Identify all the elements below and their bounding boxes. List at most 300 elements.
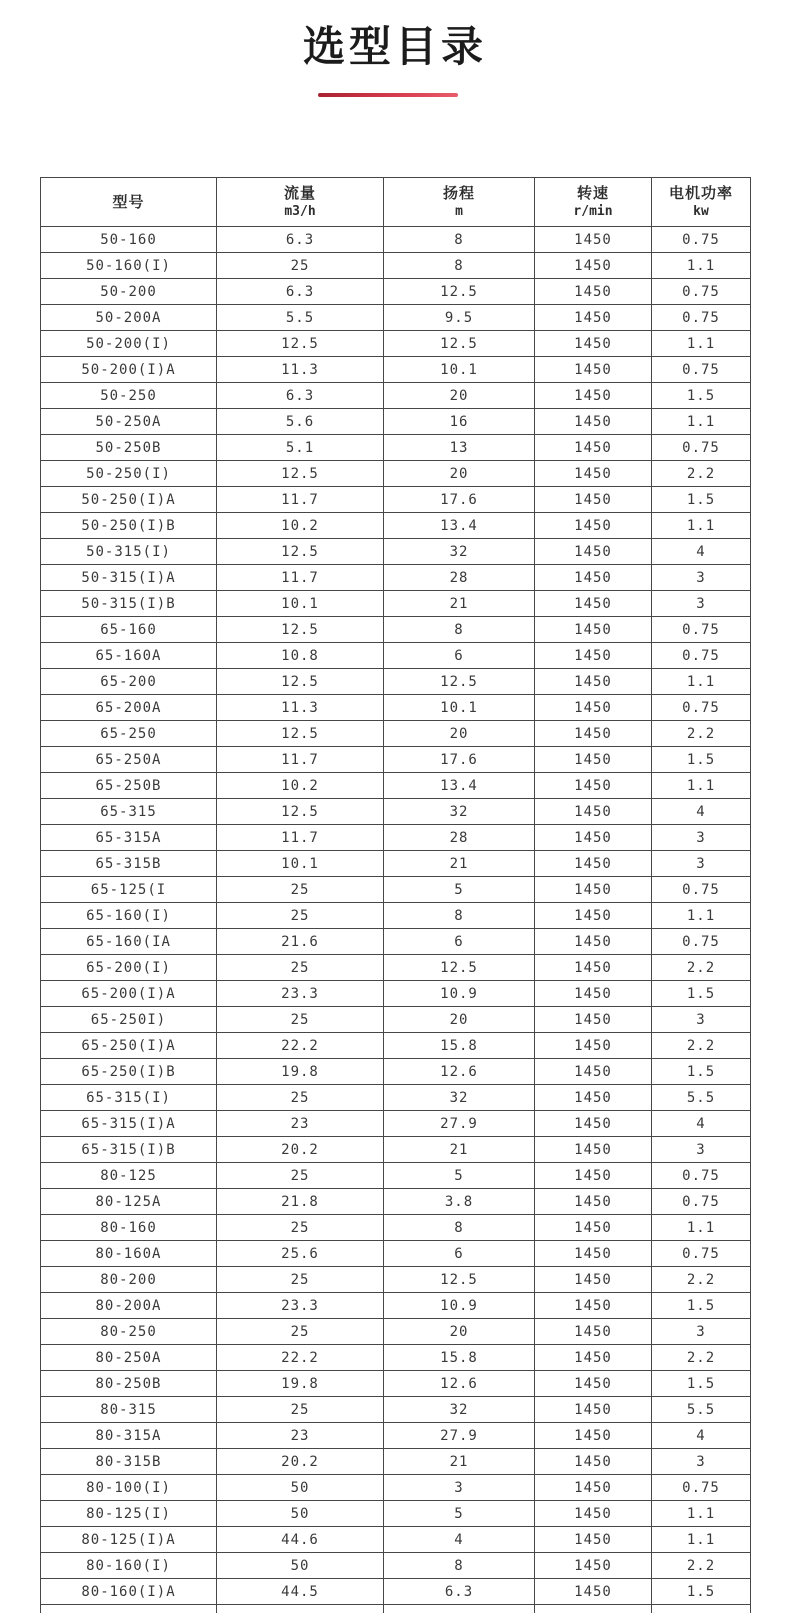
table-row	[41, 1293, 751, 1319]
table-row	[41, 799, 751, 825]
value-cell: 20.2	[217, 1137, 384, 1163]
value-cell: 1.1	[652, 1527, 751, 1553]
value-cell	[535, 1605, 652, 1613]
value-cell: 1450	[535, 903, 652, 929]
value-cell: 1450	[535, 1293, 652, 1319]
model-cell: 65-160(IA	[41, 929, 217, 955]
model-cell: 80-160	[41, 1215, 217, 1241]
value-cell: 1450	[535, 253, 652, 279]
value-cell: 8	[384, 617, 535, 643]
value-cell: 12.5	[384, 279, 535, 305]
model-cell: 80-125	[41, 1163, 217, 1189]
value-cell: 6.3	[217, 279, 384, 305]
model-cell: 65-160(I)	[41, 903, 217, 929]
value-cell: 1450	[535, 409, 652, 435]
value-cell: 1.5	[652, 1371, 751, 1397]
value-cell: 1.1	[652, 331, 751, 357]
model-cell: 80-315B	[41, 1449, 217, 1475]
value-cell: 8	[384, 1553, 535, 1579]
value-cell: 1.1	[652, 1501, 751, 1527]
model-cell: 50-250(I)B	[41, 513, 217, 539]
table-row	[41, 1267, 751, 1293]
value-cell: 11.7	[217, 565, 384, 591]
table-row	[41, 435, 751, 461]
model-cell: 65-200	[41, 669, 217, 695]
table-row	[41, 331, 751, 357]
model-cell: 80-125(I)	[41, 1501, 217, 1527]
value-cell: 11.7	[217, 487, 384, 513]
value-cell: 1.1	[652, 1215, 751, 1241]
model-cell: 65-200(I)	[41, 955, 217, 981]
value-cell: 3	[652, 1007, 751, 1033]
model-cell: 50-315(I)	[41, 539, 217, 565]
value-cell: 10.8	[217, 643, 384, 669]
value-cell: 25	[217, 1215, 384, 1241]
model-cell: 80-315A	[41, 1423, 217, 1449]
table-row	[41, 1553, 751, 1579]
table-row	[41, 1475, 751, 1501]
value-cell: 8	[384, 1215, 535, 1241]
value-cell: 12.5	[217, 721, 384, 747]
value-cell: 15.8	[384, 1033, 535, 1059]
value-cell: 2.2	[652, 1033, 751, 1059]
model-cell	[41, 1605, 217, 1613]
value-cell: 20	[384, 461, 535, 487]
value-cell: 2.2	[652, 1267, 751, 1293]
header-cell-flow	[217, 178, 384, 227]
model-cell: 65-250(I)A	[41, 1033, 217, 1059]
table-row	[41, 903, 751, 929]
value-cell: 1450	[535, 1449, 652, 1475]
value-cell: 4	[652, 1423, 751, 1449]
table-row	[41, 487, 751, 513]
value-cell: 21	[384, 851, 535, 877]
value-cell: 25.6	[217, 1241, 384, 1267]
value-cell: 11.3	[217, 357, 384, 383]
value-cell: 1.1	[652, 669, 751, 695]
value-cell: 25	[217, 253, 384, 279]
value-cell: 25	[217, 1085, 384, 1111]
table-row	[41, 825, 751, 851]
value-cell: 1.1	[652, 773, 751, 799]
table-row	[41, 721, 751, 747]
value-cell: 1450	[535, 669, 652, 695]
value-cell: 10.1	[217, 851, 384, 877]
model-cell: 50-200(I)	[41, 331, 217, 357]
value-cell: 12.5	[217, 669, 384, 695]
model-cell: 80-200A	[41, 1293, 217, 1319]
value-cell: 1450	[535, 1215, 652, 1241]
value-cell: 1.5	[652, 981, 751, 1007]
value-cell: 28	[384, 825, 535, 851]
table-row	[41, 617, 751, 643]
model-cell: 50-250A	[41, 409, 217, 435]
column-label-flow: 流量	[283, 185, 316, 203]
table-row	[41, 409, 751, 435]
value-cell: 12.6	[384, 1371, 535, 1397]
value-cell: 1450	[535, 357, 652, 383]
model-cell: 65-160	[41, 617, 217, 643]
value-cell: 0.75	[652, 435, 751, 461]
value-cell: 21	[384, 1449, 535, 1475]
value-cell: 27.9	[384, 1423, 535, 1449]
table-row	[41, 1501, 751, 1527]
value-cell: 1450	[535, 461, 652, 487]
value-cell: 17.6	[384, 747, 535, 773]
value-cell: 1450	[535, 981, 652, 1007]
value-cell: 20	[384, 721, 535, 747]
value-cell: 5	[384, 1501, 535, 1527]
value-cell: 23	[217, 1111, 384, 1137]
value-cell: 1450	[535, 643, 652, 669]
model-cell: 80-250	[41, 1319, 217, 1345]
value-cell: 1450	[535, 721, 652, 747]
value-cell: 8	[384, 253, 535, 279]
model-cell: 65-200A	[41, 695, 217, 721]
table-row	[41, 1371, 751, 1397]
value-cell: 1.1	[652, 513, 751, 539]
value-cell: 1450	[535, 1085, 652, 1111]
value-cell: 6.3	[217, 227, 384, 253]
table-row	[41, 565, 751, 591]
table-row	[41, 383, 751, 409]
value-cell: 5.5	[217, 305, 384, 331]
column-unit-head: m	[455, 204, 463, 220]
header-cell-power	[652, 178, 751, 227]
value-cell: 1450	[535, 1579, 652, 1605]
value-cell: 44.5	[217, 1579, 384, 1605]
value-cell: 28	[384, 565, 535, 591]
table-row	[41, 513, 751, 539]
table-row	[41, 643, 751, 669]
value-cell: 0.75	[652, 279, 751, 305]
column-unit-speed: r/min	[573, 204, 613, 220]
model-cell: 65-250I)	[41, 1007, 217, 1033]
table-row	[41, 747, 751, 773]
table-row	[41, 461, 751, 487]
value-cell: 22.2	[217, 1033, 384, 1059]
value-cell: 1450	[535, 1059, 652, 1085]
model-cell: 80-250B	[41, 1371, 217, 1397]
value-cell: 12.5	[217, 799, 384, 825]
model-cell: 65-315	[41, 799, 217, 825]
value-cell: 9.5	[384, 305, 535, 331]
value-cell: 11.7	[217, 825, 384, 851]
model-cell: 65-315B	[41, 851, 217, 877]
value-cell: 12.5	[217, 617, 384, 643]
value-cell: 50	[217, 1501, 384, 1527]
value-cell: 1.5	[652, 1579, 751, 1605]
value-cell: 32	[384, 1085, 535, 1111]
value-cell: 1450	[535, 1267, 652, 1293]
table-row	[41, 357, 751, 383]
model-cell: 80-160(I)	[41, 1553, 217, 1579]
model-cell: 50-250(I)	[41, 461, 217, 487]
value-cell: 32	[384, 1397, 535, 1423]
value-cell: 3	[652, 825, 751, 851]
value-cell	[384, 1605, 535, 1613]
value-cell: 5	[384, 1163, 535, 1189]
column-label-model: 型号	[112, 193, 145, 211]
value-cell: 1.5	[652, 1059, 751, 1085]
selection-catalog-table	[40, 177, 751, 1613]
model-cell: 65-315(I)	[41, 1085, 217, 1111]
model-cell: 80-200	[41, 1267, 217, 1293]
table-row	[41, 929, 751, 955]
model-cell: 65-160A	[41, 643, 217, 669]
value-cell: 1450	[535, 851, 652, 877]
model-cell: 80-125(I)A	[41, 1527, 217, 1553]
model-cell: 50-200A	[41, 305, 217, 331]
value-cell: 10.1	[384, 695, 535, 721]
value-cell: 2.2	[652, 461, 751, 487]
model-cell: 65-315A	[41, 825, 217, 851]
model-cell: 50-315(I)B	[41, 591, 217, 617]
value-cell	[217, 1605, 384, 1613]
value-cell: 3	[384, 1475, 535, 1501]
value-cell: 25	[217, 903, 384, 929]
value-cell: 1450	[535, 1475, 652, 1501]
value-cell: 3	[652, 1319, 751, 1345]
value-cell: 12.5	[384, 955, 535, 981]
value-cell: 10.1	[384, 357, 535, 383]
value-cell: 12.5	[217, 539, 384, 565]
value-cell: 10.9	[384, 1293, 535, 1319]
value-cell: 1.5	[652, 1293, 751, 1319]
model-cell: 80-315	[41, 1397, 217, 1423]
value-cell: 0.75	[652, 1163, 751, 1189]
value-cell: 0.75	[652, 1475, 751, 1501]
value-cell: 1450	[535, 331, 652, 357]
table-row	[41, 877, 751, 903]
value-cell: 5.5	[652, 1397, 751, 1423]
table-row	[41, 1189, 751, 1215]
value-cell: 4	[652, 1111, 751, 1137]
value-cell: 3	[652, 591, 751, 617]
model-cell: 50-250	[41, 383, 217, 409]
value-cell: 25	[217, 955, 384, 981]
value-cell: 1450	[535, 1241, 652, 1267]
value-cell: 20	[384, 1007, 535, 1033]
value-cell: 0.75	[652, 877, 751, 903]
table-body	[41, 227, 751, 1605]
value-cell: 3.8	[384, 1189, 535, 1215]
model-cell: 80-125A	[41, 1189, 217, 1215]
table-row	[41, 1007, 751, 1033]
value-cell: 1450	[535, 1397, 652, 1423]
value-cell: 10.2	[217, 773, 384, 799]
model-cell: 65-250B	[41, 773, 217, 799]
value-cell: 1.5	[652, 383, 751, 409]
value-cell: 23	[217, 1423, 384, 1449]
value-cell: 2.2	[652, 1345, 751, 1371]
value-cell: 17.6	[384, 487, 535, 513]
model-cell: 65-250A	[41, 747, 217, 773]
table-row	[41, 851, 751, 877]
value-cell: 1.1	[652, 409, 751, 435]
value-cell: 1450	[535, 279, 652, 305]
table-row	[41, 1423, 751, 1449]
value-cell: 23.3	[217, 1293, 384, 1319]
value-cell: 21.8	[217, 1189, 384, 1215]
value-cell: 0.75	[652, 617, 751, 643]
value-cell: 1450	[535, 539, 652, 565]
table-row	[41, 1085, 751, 1111]
value-cell: 5.6	[217, 409, 384, 435]
table-row	[41, 1449, 751, 1475]
table-row	[41, 279, 751, 305]
header-cell-model	[41, 178, 217, 227]
value-cell: 1450	[535, 955, 652, 981]
value-cell: 22.2	[217, 1345, 384, 1371]
value-cell: 23.3	[217, 981, 384, 1007]
value-cell: 1450	[535, 1371, 652, 1397]
value-cell: 20	[384, 1319, 535, 1345]
table-row	[41, 1397, 751, 1423]
value-cell: 12.5	[384, 669, 535, 695]
value-cell: 12.5	[217, 461, 384, 487]
value-cell: 27.9	[384, 1111, 535, 1137]
table-row	[41, 981, 751, 1007]
table-row	[41, 305, 751, 331]
value-cell: 1450	[535, 1189, 652, 1215]
value-cell: 13	[384, 435, 535, 461]
value-cell: 8	[384, 227, 535, 253]
value-cell: 1450	[535, 877, 652, 903]
table-row	[41, 955, 751, 981]
value-cell: 19.8	[217, 1371, 384, 1397]
value-cell: 1450	[535, 513, 652, 539]
model-cell: 65-315(I)B	[41, 1137, 217, 1163]
value-cell: 21.6	[217, 929, 384, 955]
table-row	[41, 1345, 751, 1371]
value-cell: 3	[652, 565, 751, 591]
table-row	[41, 695, 751, 721]
value-cell: 1450	[535, 1007, 652, 1033]
value-cell: 4	[384, 1527, 535, 1553]
value-cell: 0.75	[652, 695, 751, 721]
value-cell: 1.1	[652, 253, 751, 279]
value-cell: 1450	[535, 1423, 652, 1449]
model-cell: 65-315(I)A	[41, 1111, 217, 1137]
column-label-speed: 转速	[576, 185, 609, 203]
header-row	[41, 178, 751, 227]
partial-row	[41, 1605, 751, 1613]
table-row	[41, 1059, 751, 1085]
value-cell: 1450	[535, 305, 652, 331]
value-cell: 0.75	[652, 1189, 751, 1215]
table-row	[41, 1579, 751, 1605]
value-cell: 6	[384, 929, 535, 955]
value-cell: 0.75	[652, 643, 751, 669]
value-cell: 1450	[535, 617, 652, 643]
table-header	[41, 178, 751, 227]
value-cell: 6.3	[217, 383, 384, 409]
value-cell: 2.2	[652, 1553, 751, 1579]
value-cell: 5.1	[217, 435, 384, 461]
model-cell: 80-160A	[41, 1241, 217, 1267]
model-cell: 80-250A	[41, 1345, 217, 1371]
value-cell: 12.5	[384, 1267, 535, 1293]
model-cell: 80-100(I)	[41, 1475, 217, 1501]
value-cell: 5.5	[652, 1085, 751, 1111]
value-cell: 21	[384, 1137, 535, 1163]
value-cell: 3	[652, 1137, 751, 1163]
table-row	[41, 1215, 751, 1241]
value-cell: 1450	[535, 1033, 652, 1059]
value-cell: 3	[652, 851, 751, 877]
header-cell-speed	[535, 178, 652, 227]
value-cell: 1450	[535, 435, 652, 461]
value-cell: 1450	[535, 1137, 652, 1163]
table-row	[41, 253, 751, 279]
model-cell: 50-315(I)A	[41, 565, 217, 591]
table-row	[41, 227, 751, 253]
value-cell: 44.6	[217, 1527, 384, 1553]
value-cell: 1450	[535, 565, 652, 591]
model-cell: 50-200	[41, 279, 217, 305]
value-cell: 12.5	[384, 331, 535, 357]
value-cell: 2.2	[652, 955, 751, 981]
value-cell: 12.5	[217, 331, 384, 357]
value-cell: 1.5	[652, 747, 751, 773]
model-cell: 50-250B	[41, 435, 217, 461]
table-row	[41, 1319, 751, 1345]
table-row	[41, 1241, 751, 1267]
value-cell: 25	[217, 1163, 384, 1189]
value-cell: 10.9	[384, 981, 535, 1007]
value-cell: 10.2	[217, 513, 384, 539]
value-cell: 6.3	[384, 1579, 535, 1605]
table-row	[41, 539, 751, 565]
model-cell: 65-250(I)B	[41, 1059, 217, 1085]
value-cell: 1450	[535, 1345, 652, 1371]
column-unit-flow: m3/h	[284, 204, 316, 220]
value-cell: 1450	[535, 487, 652, 513]
table-row	[41, 1033, 751, 1059]
table-row	[41, 591, 751, 617]
title-divider	[318, 93, 458, 97]
table-row	[41, 1163, 751, 1189]
value-cell: 1450	[535, 1553, 652, 1579]
page-title: 选型目录	[302, 23, 487, 70]
model-cell: 50-160	[41, 227, 217, 253]
value-cell: 1450	[535, 591, 652, 617]
value-cell	[652, 1605, 751, 1613]
value-cell: 1.5	[652, 487, 751, 513]
value-cell: 25	[217, 1267, 384, 1293]
value-cell: 20	[384, 383, 535, 409]
value-cell: 5	[384, 877, 535, 903]
value-cell: 6	[384, 643, 535, 669]
model-cell: 65-250	[41, 721, 217, 747]
value-cell: 1450	[535, 747, 652, 773]
value-cell: 1450	[535, 1319, 652, 1345]
table-row	[41, 1111, 751, 1137]
column-label-power: 电机功率	[668, 185, 733, 203]
value-cell: 1450	[535, 1501, 652, 1527]
value-cell: 12.6	[384, 1059, 535, 1085]
value-cell: 50	[217, 1553, 384, 1579]
value-cell: 1450	[535, 227, 652, 253]
value-cell: 25	[217, 1319, 384, 1345]
value-cell: 15.8	[384, 1345, 535, 1371]
value-cell: 0.75	[652, 1241, 751, 1267]
value-cell: 10.1	[217, 591, 384, 617]
value-cell: 1450	[535, 929, 652, 955]
model-cell: 80-160(I)A	[41, 1579, 217, 1605]
model-cell: 65-125(I	[41, 877, 217, 903]
